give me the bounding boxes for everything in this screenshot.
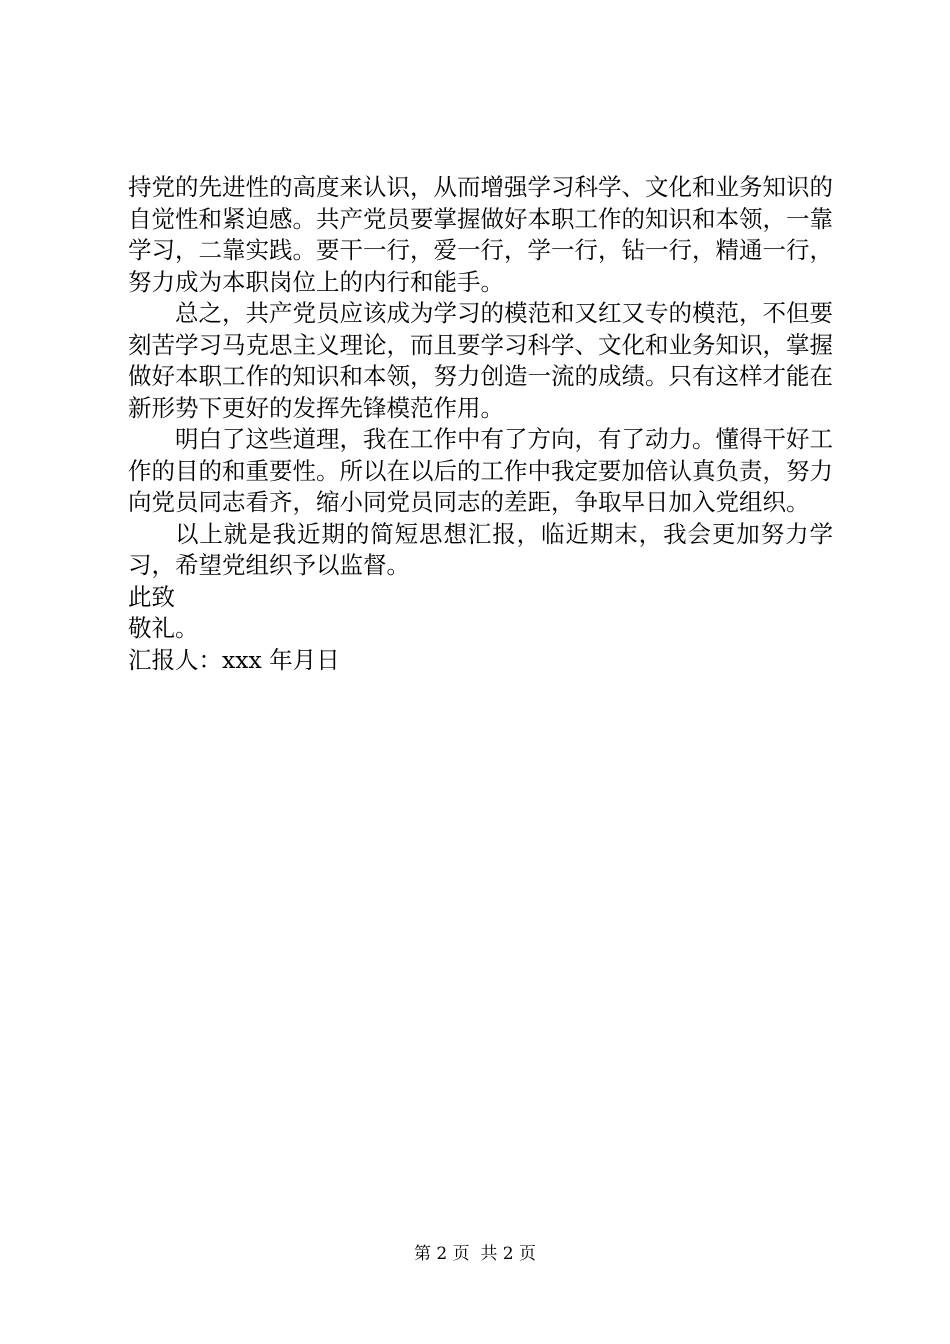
page-footer (0, 1243, 950, 1265)
signature-line: 汇报人：xxx 年月日 (128, 645, 340, 674)
closing-regards: 敬礼。 (128, 614, 199, 642)
paragraph-summary: 总之，共产党员应该成为学习的模范和又红又专的模范，不但要刻苦学习马克思主义理论，而且要学习科学、文化和业务知识，掌握做好本职工作的知识和本领，努力创造一流的成绩。只有这样才能在新形势下更好的发挥先锋模范作用。 (128, 299, 833, 422)
closing-salutation: 此致 (128, 582, 175, 611)
page-indicator: 第 2 页 共 2 页 (413, 1244, 537, 1264)
document-body (128, 172, 833, 676)
paragraph-continuation: 持党的先进性的高度来认识，从而增强学习科学、文化和业务知识的自觉性和紧迫感。共产党员要掌握做好本职工作的知识和本领，一靠学习，二靠实践。要干一行，爱一行，学一行，钻一行，精通一行，努力成为本职岗位上的内行和能手。 (128, 173, 833, 296)
paragraph-understanding: 明白了这些道理，我在工作中有了方向，有了动力。懂得干好工作的目的和重要性。所以在以后的工作中我定要加倍认真负责，努力向党员同志看齐，缩小同党员同志的差距，争取早日加入党组织。 (128, 425, 833, 516)
paragraph-conclusion: 以上就是我近期的简短思想汇报，临近期末，我会更加努力学习，希望党组织予以监督。 (128, 519, 833, 579)
